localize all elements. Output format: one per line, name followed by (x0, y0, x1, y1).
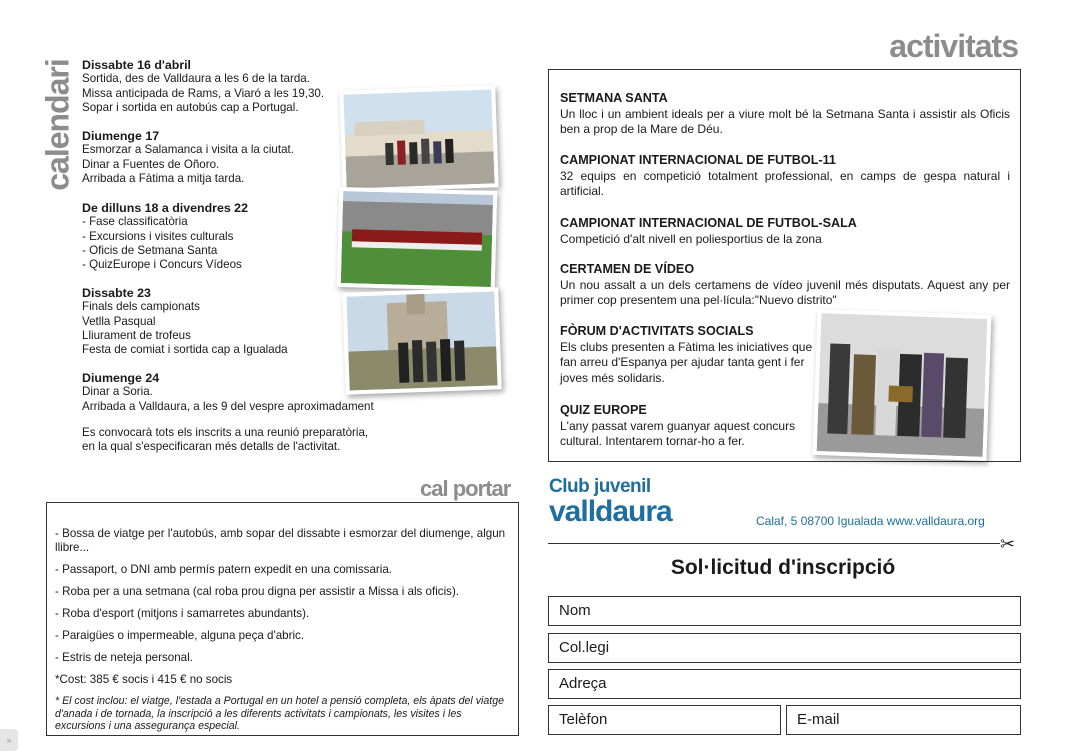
form-title: Sol·licitud d'inscripció (670, 556, 896, 579)
calendari-title: calendari (39, 59, 76, 191)
schedule-line: - Excursions i visites culturals (82, 229, 234, 243)
activity-text: Un lloc i un ambient ideals per a viure molt bé la Setmana Santa i assistir als Oficis ben a prop de la Mare de Déu. (560, 106, 1010, 136)
school-field[interactable] (548, 633, 1021, 663)
activity-item (560, 262, 1010, 309)
list-item: - Roba d'esport (mitjons i samarretes abundants). (55, 607, 310, 620)
club-logo-line1: Club juvenil (549, 476, 651, 497)
list-item: - Estris de neteja personal. (55, 651, 193, 664)
schedule-heading: Dissabte 23 (82, 286, 151, 300)
schedule-block-5 (82, 371, 374, 414)
activity-text: Competició d'alt nivell en poliesportius de la zona (560, 231, 822, 246)
schedule-line: Arribada a Fàtima a mitja tarda. (82, 171, 245, 185)
address-field[interactable] (548, 669, 1021, 699)
club-logo-line2: valldaura (549, 495, 672, 528)
cost-line: *Cost: 385 € socis i 415 € no socis (55, 673, 233, 686)
schedule-line: Missa anticipada de Rams, a Viaró a les 19,30. (82, 86, 325, 100)
field-label: Adreça (559, 675, 607, 692)
activity-title: CAMPIONAT INTERNACIONAL DE FUTBOL-11 (560, 153, 836, 167)
activity-text: Els clubs presenten a Fàtima les iniciatives que fan arreu d'Espanya per ajudar tanta gent i fer joves més solidaris. (560, 339, 813, 385)
schedule-block-3 (82, 201, 248, 272)
scissors-icon: ✂ (1000, 534, 1016, 554)
schedule-block-4 (82, 286, 288, 357)
field-label: Telèfon (559, 711, 608, 728)
activity-item (560, 153, 1010, 200)
schedule-line: Festa de comiat i sortida cap a Igualada (82, 343, 288, 357)
photo-castle-group (342, 287, 501, 394)
club-address: Calaf, 5 08700 Igualada www.valldaura.org (756, 514, 985, 528)
schedule-line: Vetlla Pasqual (82, 314, 156, 328)
phone-field[interactable] (548, 705, 781, 735)
schedule-line: - Oficis de Setmana Santa (82, 243, 218, 257)
cut-line (548, 543, 1000, 544)
activity-item (560, 91, 1010, 138)
schedule-line: Esmorzar a Salamanca i visita a la ciutat. (82, 143, 294, 157)
field-label: Col.legi (559, 639, 610, 656)
schedule-line: - QuizEurope i Concurs Vídeos (82, 258, 242, 272)
schedule-line: Sortida, des de Valldaura a les 6 de la tarda. (82, 72, 310, 86)
schedule-line: Dinar a Soria. (82, 385, 153, 399)
name-field[interactable] (548, 596, 1021, 626)
activity-title: CERTAMEN DE VÍDEO (560, 262, 695, 276)
field-label: E-mail (797, 711, 840, 728)
activity-text: L'any passat varem guanyar aquest concurs cultural. Intentarem tornar-ho a fer. (560, 418, 796, 448)
schedule-line: Finals dels campionats (82, 300, 200, 314)
schedule-closing (82, 426, 368, 455)
schedule-heading: Diumenge 24 (82, 371, 160, 385)
cal-portar-list (55, 527, 510, 741)
schedule-heading: Dissabte 16 d'abril (82, 58, 191, 72)
photo-football-team (337, 187, 498, 291)
photo-fatima-group (339, 85, 498, 192)
schedule-line: Lliurament de trofeus (82, 328, 191, 342)
schedule-line: - Fase classificatòria (82, 215, 188, 229)
schedule-block-1 (82, 58, 324, 115)
activitats-title: activitats (889, 28, 1018, 64)
schedule-line: Es convocarà tots els inscrits a una reunió preparatòria, (82, 426, 369, 439)
list-item: - Bossa de viatge per l'autobús, amb sopar del dissabte i esmorzar del diumenge, algun llibre... (55, 527, 506, 554)
activity-title: CAMPIONAT INTERNACIONAL DE FUTBOL-SALA (560, 216, 857, 230)
activity-text: Un nou assalt a un dels certamens de vídeo juvenil més disputats. Aquest any per primer cop presentem una pel·lícula:"Nuevo distrito" (560, 277, 1010, 307)
photo-trophy-group (813, 309, 992, 461)
schedule-block-2 (82, 129, 294, 186)
activity-title: SETMANA SANTA (560, 91, 668, 105)
activity-item (560, 216, 1010, 247)
schedule-line: Sopar i sortida en autobús cap a Portugal. (82, 100, 299, 114)
activity-item (560, 324, 818, 386)
list-item: - Passaport, o DNI amb permís patern expedit en una comissaria. (55, 563, 393, 576)
schedule-line: Dinar a Fuentes de Oñoro. (82, 157, 220, 171)
field-label: Nom (559, 602, 591, 619)
activity-title: FÒRUM D'ACTIVITATS SOCIALS (560, 324, 754, 338)
activity-item (560, 403, 820, 450)
schedule-heading: De dilluns 18 a divendres 22 (82, 201, 248, 215)
email-field[interactable] (786, 705, 1021, 735)
schedule-heading: Diumenge 17 (82, 129, 160, 143)
list-item: - Paraigües o impermeable, alguna peça d'abric. (55, 629, 305, 642)
page-corner-tab[interactable]: » (0, 729, 18, 751)
cost-note: * El cost inclou: el viatge, l'estada a Portugal en un hotel a pensió completa, els àpats del viatge d'anada i de tornada, la inscripció a les diferents activitats i campionats, les visites i les excursions i una assegurança especial. (55, 695, 505, 732)
list-item: - Roba per a una setmana (cal roba prou digna per assistir a Missa i als oficis). (55, 585, 460, 598)
cal-portar-title: cal portar (420, 476, 511, 501)
activity-text: 32 equips en competició totalment professional, en camps de gespa natural i artificial. (560, 168, 1010, 198)
schedule-line: en la qual s'especificaran més detalls de l'activitat. (82, 440, 341, 454)
schedule-line: Arribada a Valldaura, a les 9 del vespre aproximadament (82, 399, 374, 413)
activity-title: QUIZ EUROPE (560, 403, 647, 417)
